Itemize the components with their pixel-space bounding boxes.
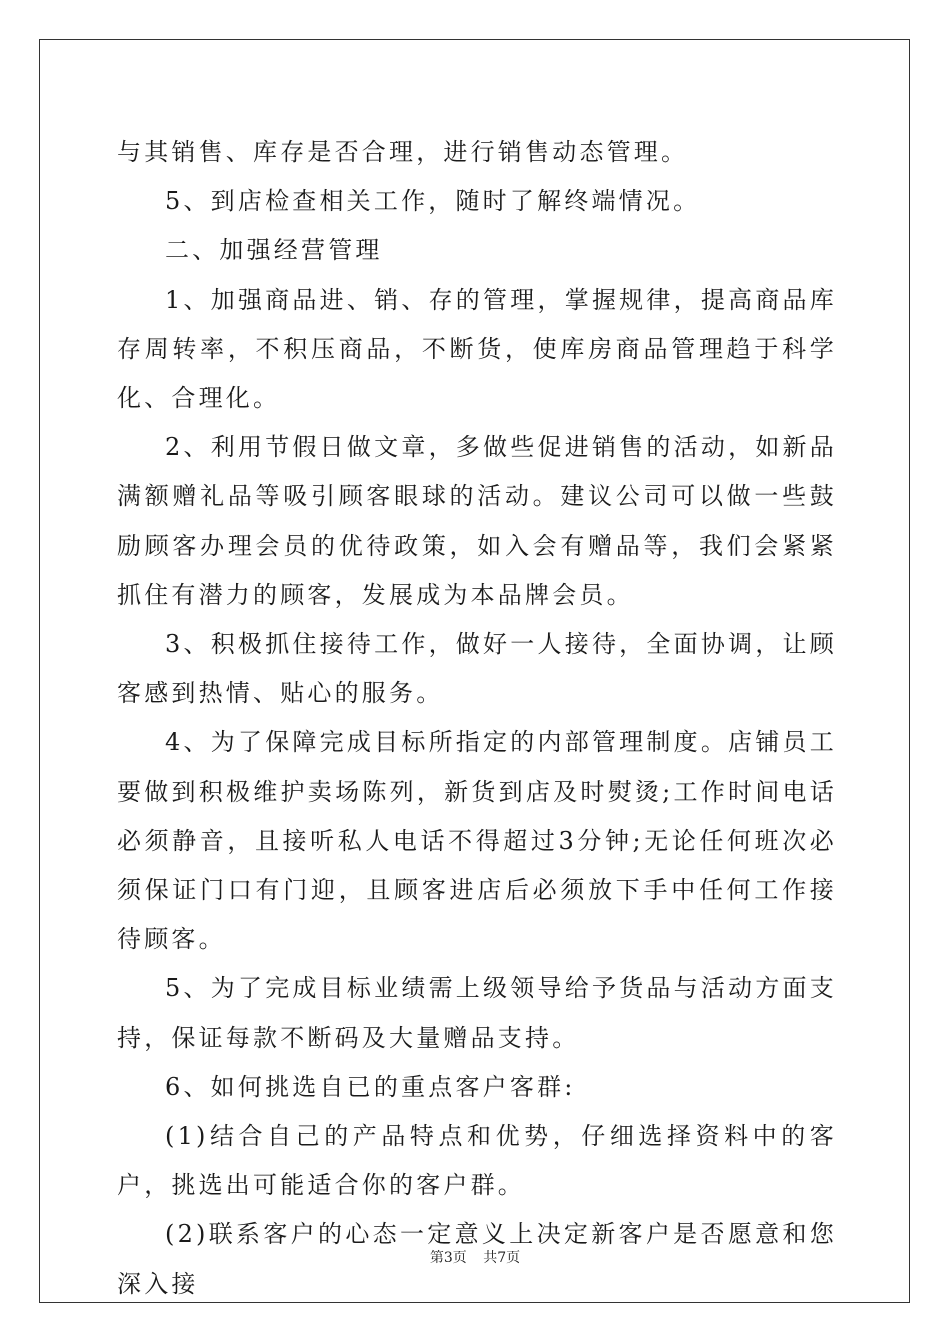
paragraph-8: 5、为了完成目标业绩需上级领导给予货品与活动方面支持，保证每款不断码及大量赠品支持。 (117, 974, 837, 1052)
paragraph-9: 6、如何挑选自已的重点客户客群: (165, 1072, 576, 1101)
paragraph-11: (2)联系客户的心态一定意义上决定新客户是否愿意和您深入接 (117, 1220, 837, 1298)
page-footer (0, 1247, 950, 1267)
page-number-total: 共7页 (483, 1250, 521, 1266)
paragraph-1: 与其销售、库存是否合理，进行销售动态管理。 (117, 138, 689, 166)
document-body (117, 128, 837, 1309)
paragraph-2: 5、到店检查相关工作，随时了解终端情况。 (165, 187, 701, 216)
paragraph-10: (1)结合自己的产品特点和优势，仔细选择资料中的客户，挑选出可能适合你的客户群。 (117, 1122, 837, 1200)
paragraph-7: 4、为了保障完成目标所指定的内部管理制度。店铺员工要做到积极维护卖场陈列，新货到店及时熨烫;工作时间电话必须静音，且接听私人电话不得超过3分钟;无论任何班次必须保证门口有门迎，且顾客进店后必须放下手中任何工作接待顾客。 (117, 728, 837, 954)
paragraph-6: 3、积极抓住接待工作，做好一人接待，全面协调，让顾客感到热情、贴心的服务。 (117, 630, 837, 708)
page-number-current: 第3页 (429, 1250, 467, 1266)
section-heading: 二、加强经营管理 (165, 236, 383, 265)
paragraph-5: 2、利用节假日做文章，多做些促进销售的活动，如新品满额赠礼品等吸引顾客眼球的活动。建议公司可以做一些鼓励顾客办理会员的优待政策，如入会有赠品等，我们会紧紧抓住有潜力的顾客，发展成为本品牌会员。 (117, 433, 837, 609)
paragraph-4: 1、加强商品进、销、存的管理，掌握规律，提高商品库存周转率，不积压商品，不断货，使库房商品管理趋于科学化、合理化。 (117, 285, 837, 413)
